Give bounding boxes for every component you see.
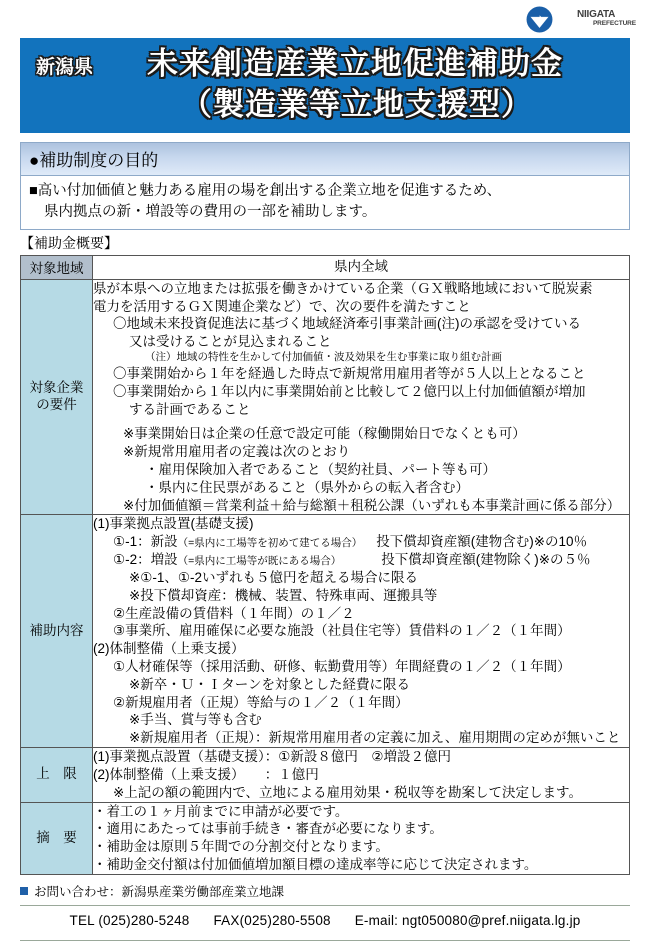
content-line-5: ※投下償却資産：機械、装置、特殊車両、運搬具等 [129, 587, 438, 603]
row-label-target-area: 対象地域 [21, 256, 93, 280]
logo-line-2: PREFECTURE [592, 20, 636, 28]
content-line-13: ※新規雇用者（正規）：新規常用雇用者の定義に加え、雇用期間の定めが無いこと [129, 730, 621, 746]
content-expand-note: （=県内に工場等が既にある場合） [177, 555, 342, 568]
limit-line-3: ※上記の額の範囲内で、立地による雇用効果・税収等を勘案して決定します。 [113, 784, 582, 800]
table-row-remarks [21, 802, 630, 874]
req-line-6: 〇事業開始から１年を経過した時点で新規常用雇用者等が５人以上となること [113, 365, 586, 381]
blue-square-bullet-icon [20, 887, 28, 895]
content-line-6: ②生産設備の賃借料（１年間）の１／２ [113, 605, 355, 621]
table-row-company-requirements [21, 279, 630, 515]
content-line-7: ③事業所、雇用確保に必要な施設（社員住宅等）賃借料の１／２（１年間） [113, 623, 571, 639]
content-line-10: ※新卒・Ｕ・Ｉターンを対象とした経費に限る [129, 676, 411, 692]
content-line-1: (1)事業拠点設置(基礎支援) [93, 516, 254, 532]
banner-title-line-1: 未来創造産業立地促進補助金 [147, 46, 563, 81]
req-line-4: 又は受けることが見込まれること [129, 334, 332, 350]
remark-line-4: ・補助金交付額は付加価値増加額目標の達成率等に応じて決定されます。 [93, 856, 538, 872]
req-line-10: ※新規常用雇用者の定義は次のとおり [123, 444, 351, 460]
logo-wordmark [557, 10, 636, 28]
table-row-upper-limit [21, 748, 630, 802]
content-new-note: （=県内に工場等を初めて建てる場合） [177, 537, 363, 550]
req-line-2: 電力を活用するＧＸ関連企業など）で、次の要件を満たすこと [93, 298, 471, 314]
content-line-11: ②新規雇用者（正規）等給与の１／２（１年間） [113, 694, 409, 710]
content-line-3 [93, 551, 629, 569]
row-label-upper-limit: 上 限 [21, 748, 93, 802]
banner-prefecture-label: 新潟県 [36, 57, 94, 78]
req-line-12: ・県内に住民票があること（県外からの転入者含む） [145, 479, 469, 495]
row-value-company-requirements [93, 279, 630, 515]
row-value-subsidy-content [93, 515, 630, 748]
row-label-company-requirements-line-1: 対象企業 [29, 380, 84, 396]
content-line-9: ①人材確保等（採用活動、研修、転勤費用等）年間経費の１／２（１年間） [113, 659, 571, 675]
req-line-9: ※事業開始日は企業の任意で設定可能（稼働開始日でなくとも可） [123, 426, 526, 442]
row-label-remarks: 摘 要 [21, 802, 93, 874]
row-label-company-requirements-line-2: の要件 [36, 397, 77, 413]
remark-line-3: ・補助金は原則５年間での分割交付となります。 [93, 839, 389, 855]
req-line-7: 〇事業開始から１年以内に事業開始前と比較して２億円以上付加価値額が増加 [113, 383, 586, 399]
purpose-heading: ●補助制度の目的 [21, 143, 629, 176]
req-line-13: ※付加価値額＝営業利益＋給与総額＋租税公課（いずれも本事業計画に係る部分） [123, 497, 621, 513]
req-line-1: 県が本県への立地または拡張を働きかけている企業（ＧＸ戦略地域において脱炭素 [93, 280, 593, 296]
content-expand-rate: 投下償却資産額(建物除く)※の５％ [381, 552, 591, 568]
row-value-target-area: 県内全域 [93, 256, 630, 280]
contact-line [20, 882, 630, 900]
content-new-rate: 投下償却資産額(建物含む)※の10％ [376, 534, 588, 550]
content-line-4: ※①-1、①-2いずれも５億円を超える場合に限る [129, 569, 419, 585]
logo-line-1: NIIGATA [576, 9, 616, 21]
row-label-subsidy-content: 補助内容 [21, 515, 93, 748]
row-value-upper-limit [93, 748, 630, 802]
req-spacer [93, 418, 629, 425]
content-line-2 [93, 533, 629, 551]
content-line-12: ※手当、賞与等も含む [129, 712, 262, 728]
remark-line-1: ・着工の１ヶ月前までに申請が必要です。 [93, 803, 349, 819]
req-line-5: （注）地域の特性を生かして付加価値・波及効果を生む事業に取り組む計画 [145, 351, 502, 364]
content-new-label: ①-1：新設 [113, 534, 178, 550]
purpose-section [20, 142, 630, 230]
subsidy-summary-table [20, 255, 630, 875]
remark-line-2: ・適用にあたっては事前手続き・審査が必要になります。 [93, 821, 443, 837]
limit-line-2: (2)体制整備（上乗支援） ：１億円 [93, 766, 319, 782]
content-line-8: (2)体制整備（上乗支援） [93, 641, 245, 657]
limit-line-1: (1)事業拠点設置（基礎支援）：①新設８億円 ②増設２億円 [93, 749, 451, 765]
contact-email: E-mail: ngt050080@pref.niigata.lg.jp [354, 912, 581, 928]
banner-title-block [20, 44, 630, 126]
purpose-body-line-1: ■高い付加価値と魅力ある雇用の場を創出する企業立地を促進するため、 [29, 183, 502, 199]
table-row-target-area [21, 256, 630, 280]
contact-details [20, 906, 630, 935]
req-line-8: する計画であること [129, 401, 251, 417]
purpose-body [21, 176, 629, 229]
summary-label: 【補助金概要】 [20, 235, 118, 252]
title-banner [20, 38, 630, 133]
table-row-subsidy-content [21, 515, 630, 748]
row-label-company-requirements [21, 279, 93, 515]
contact-tel: TEL (025)280-5248 [69, 912, 190, 928]
niigata-prefecture-logo [526, 6, 636, 33]
contact-text: お問い合わせ：新潟県産業労働部産業立地課 [34, 884, 285, 899]
content-expand-label: ①-2：増設 [113, 552, 178, 568]
contact-fax: FAX(025)280-5508 [213, 912, 331, 928]
row-value-remarks [93, 802, 630, 874]
banner-title-line-2: （製造業等立地支援型） [181, 86, 533, 122]
req-line-11: ・雇用保険加入者であること（契約社員、パート等も可） [145, 462, 496, 478]
purpose-body-line-2: 県内拠点の新・増設等の費用の一部を補助します。 [44, 204, 377, 221]
niigata-prefecture-emblem-icon [526, 6, 553, 33]
req-line-3: 〇地域未来投資促進法に基づく地域経済牽引事業計画(注)の承認を受けている [113, 316, 581, 332]
logo-strip [0, 0, 650, 38]
